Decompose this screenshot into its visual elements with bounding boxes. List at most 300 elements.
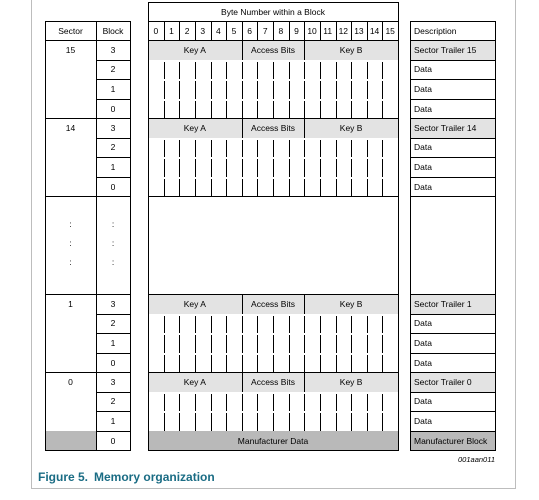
byte-number-label: 11 xyxy=(323,25,333,36)
byte-header-divider xyxy=(336,21,337,40)
byte-divider xyxy=(179,394,180,412)
byte-divider xyxy=(351,179,352,197)
byte-divider xyxy=(195,140,196,158)
byte-divider xyxy=(289,413,290,431)
trailer-segment-key-a: Key A xyxy=(183,44,206,55)
byte-number-label: 15 xyxy=(385,25,395,36)
byte-number-label: 10 xyxy=(307,25,317,36)
row-divider-block xyxy=(96,411,131,412)
byte-divider xyxy=(164,179,165,197)
figure-caption xyxy=(38,470,215,484)
byte-divider xyxy=(320,62,321,80)
trailer-segment-divider xyxy=(304,372,305,392)
row-divider-desc xyxy=(410,60,496,61)
byte-header-divider xyxy=(164,21,165,40)
byte-divider xyxy=(351,62,352,80)
byte-divider xyxy=(242,179,243,197)
byte-divider xyxy=(382,394,383,412)
byte-divider xyxy=(211,81,212,99)
byte-header-divider xyxy=(273,21,274,40)
byte-divider xyxy=(273,62,274,80)
byte-divider xyxy=(320,159,321,177)
ellipsis-block-dot: : xyxy=(111,257,115,267)
row-divider-desc xyxy=(410,411,496,412)
block-number: 2 xyxy=(110,318,116,329)
trailer-segment-access-bits: Access Bits xyxy=(251,44,295,55)
row-divider-block xyxy=(96,353,131,354)
byte-divider xyxy=(351,101,352,119)
byte-divider xyxy=(195,62,196,80)
trailer-segment-key-b: Key B xyxy=(339,298,363,309)
byte-divider xyxy=(367,62,368,80)
byte-divider xyxy=(242,81,243,99)
byte-number-label: 14 xyxy=(369,25,380,36)
byte-divider xyxy=(257,413,258,431)
byte-divider xyxy=(211,335,212,353)
block-number: 3 xyxy=(110,122,116,133)
trailer-segment-divider xyxy=(242,40,243,60)
byte-divider xyxy=(226,179,227,197)
byte-header-divider xyxy=(242,21,243,40)
trailer-segment-divider xyxy=(242,118,243,138)
block-description: Data xyxy=(414,64,432,75)
byte-number-label: 0 xyxy=(153,25,159,36)
byte-divider xyxy=(382,140,383,158)
block-number: 2 xyxy=(110,396,116,407)
row-divider-desc xyxy=(410,138,496,139)
sector-left-line xyxy=(45,21,46,450)
byte-divider xyxy=(382,316,383,334)
bytes-right-line xyxy=(398,40,399,450)
byte-header-divider xyxy=(351,21,352,40)
byte-divider xyxy=(273,394,274,412)
byte-divider xyxy=(336,179,337,197)
byte-divider xyxy=(242,355,243,373)
byte-divider xyxy=(164,413,165,431)
byte-divider xyxy=(164,159,165,177)
byte-number-label: 9 xyxy=(294,25,299,36)
byte-header-divider xyxy=(257,21,258,40)
row-divider-block xyxy=(96,99,131,100)
row-divider-desc xyxy=(410,431,496,432)
byte-divider xyxy=(273,101,274,119)
block-description: Data xyxy=(414,142,432,153)
sector-block-divider xyxy=(96,21,97,450)
table-bottom-line xyxy=(45,450,131,451)
block-description: Manufacturer Block xyxy=(414,435,488,446)
byte-header-divider xyxy=(289,21,290,40)
block-number: 1 xyxy=(110,415,116,426)
header-top-line xyxy=(45,21,131,22)
byte-divider xyxy=(289,62,290,80)
byte-divider xyxy=(257,81,258,99)
row-divider-desc xyxy=(410,333,496,334)
row-divider-block xyxy=(96,314,131,315)
byte-divider xyxy=(179,101,180,119)
header-top-line-desc xyxy=(410,21,496,22)
byte-number-label: 6 xyxy=(247,25,252,36)
byte-header-divider xyxy=(367,21,368,40)
byte-divider xyxy=(336,140,337,158)
byte-divider xyxy=(320,355,321,373)
byte-divider xyxy=(226,62,227,80)
block-number: 2 xyxy=(110,142,116,153)
byte-divider xyxy=(179,335,180,353)
byte-divider xyxy=(320,101,321,119)
byte-divider xyxy=(164,316,165,334)
row-divider-block xyxy=(96,79,131,80)
block-number: 0 xyxy=(110,435,116,446)
byte-divider xyxy=(179,140,180,158)
row-divider-block xyxy=(96,60,131,61)
byte-divider xyxy=(320,179,321,197)
table-bottom-line-bytes xyxy=(148,450,399,451)
ellipsis-block-dot: : xyxy=(111,219,115,229)
byte-divider xyxy=(336,413,337,431)
byte-divider xyxy=(257,335,258,353)
byte-divider xyxy=(242,335,243,353)
block-description: Data xyxy=(414,83,432,94)
byte-divider xyxy=(289,140,290,158)
byte-divider xyxy=(211,62,212,80)
bytes-left-line xyxy=(148,40,149,450)
block-description: Data xyxy=(414,396,432,407)
ellipsis-sector-dot: : xyxy=(69,238,72,248)
group-top-line-desc xyxy=(410,196,496,197)
sector-number: 15 xyxy=(65,44,76,55)
figure-caption-text: Memory organization xyxy=(94,470,215,484)
byte-divider xyxy=(273,316,274,334)
byte-divider xyxy=(195,413,196,431)
byte-divider xyxy=(351,413,352,431)
byte-divider xyxy=(226,413,227,431)
byte-divider xyxy=(289,355,290,373)
block-number: 1 xyxy=(110,83,116,94)
byte-divider xyxy=(336,62,337,80)
trailer-segment-key-a: Key A xyxy=(183,122,206,133)
byte-divider xyxy=(351,81,352,99)
byte-divider xyxy=(273,335,274,353)
byte-divider xyxy=(195,179,196,197)
trailer-segment-key-b: Key B xyxy=(339,44,363,55)
block-number: 3 xyxy=(110,298,116,309)
row-divider-desc xyxy=(410,99,496,100)
byte-number-title: Byte Number within a Block xyxy=(221,6,325,17)
byte-divider xyxy=(367,159,368,177)
byte-divider xyxy=(257,355,258,373)
byte-number-label: 8 xyxy=(278,25,284,36)
row-divider-desc xyxy=(410,314,496,315)
byte-divider xyxy=(257,62,258,80)
byte-divider xyxy=(382,335,383,353)
byte-divider xyxy=(367,335,368,353)
byte-title-top-line xyxy=(148,2,399,3)
figure-id-code: 001aan011 xyxy=(458,455,495,464)
byte-divider xyxy=(336,316,337,334)
byte-divider xyxy=(304,140,305,158)
byte-divider xyxy=(351,355,352,373)
byte-divider xyxy=(289,316,290,334)
byte-divider xyxy=(211,355,212,373)
block-number: 0 xyxy=(110,357,116,368)
byte-divider xyxy=(289,159,290,177)
ellipsis-sector-dot: : xyxy=(69,257,72,267)
trailer-segment-divider xyxy=(304,40,305,60)
byte-divider xyxy=(351,394,352,412)
byte-divider xyxy=(304,316,305,334)
block-description: Data xyxy=(414,415,432,426)
byte-divider xyxy=(289,335,290,353)
byte-divider xyxy=(289,101,290,119)
byte-header-divider xyxy=(211,21,212,40)
block-description: Sector Trailer 15 xyxy=(414,44,477,55)
block-number: 3 xyxy=(110,44,116,55)
table-bottom-line-desc xyxy=(410,450,496,451)
byte-divider xyxy=(351,159,352,177)
trailer-segment-access-bits: Access Bits xyxy=(251,376,295,387)
block-description: Data xyxy=(414,181,432,192)
trailer-segment-key-b: Key B xyxy=(339,122,363,133)
byte-divider xyxy=(367,316,368,334)
byte-divider xyxy=(320,140,321,158)
byte-divider xyxy=(226,335,227,353)
byte-divider xyxy=(195,101,196,119)
byte-header-divider xyxy=(320,21,321,40)
byte-divider xyxy=(242,159,243,177)
byte-divider xyxy=(351,140,352,158)
byte-divider xyxy=(179,159,180,177)
byte-divider xyxy=(164,140,165,158)
byte-divider xyxy=(257,101,258,119)
byte-number-label: 5 xyxy=(231,25,237,36)
byte-divider xyxy=(273,140,274,158)
byte-divider xyxy=(289,394,290,412)
byte-divider xyxy=(367,394,368,412)
row-divider-desc xyxy=(410,353,496,354)
byte-divider xyxy=(382,62,383,80)
trailer-segment-key-a: Key A xyxy=(183,298,206,309)
byte-divider xyxy=(179,316,180,334)
byte-header-divider xyxy=(179,21,180,40)
byte-divider xyxy=(211,101,212,119)
byte-divider xyxy=(226,101,227,119)
trailer-segment-access-bits: Access Bits xyxy=(251,122,295,133)
byte-divider xyxy=(242,140,243,158)
byte-divider xyxy=(382,81,383,99)
byte-divider xyxy=(273,413,274,431)
byte-header-divider xyxy=(226,21,227,40)
block-description: Data xyxy=(414,103,432,114)
byte-divider xyxy=(289,179,290,197)
byte-divider xyxy=(164,394,165,412)
byte-divider xyxy=(304,62,305,80)
trailer-segment-key-b: Key B xyxy=(339,376,363,387)
block-description: Data xyxy=(414,318,432,329)
byte-divider xyxy=(195,159,196,177)
block-description: Data xyxy=(414,161,432,172)
byte-divider xyxy=(336,159,337,177)
byte-divider xyxy=(257,316,258,334)
byte-divider xyxy=(336,355,337,373)
byte-divider xyxy=(195,316,196,334)
byte-divider xyxy=(382,159,383,177)
byte-divider xyxy=(195,81,196,99)
block-right-line xyxy=(130,21,131,450)
byte-divider xyxy=(367,413,368,431)
byte-divider xyxy=(226,159,227,177)
block-description: Sector Trailer 0 xyxy=(414,376,472,387)
byte-divider xyxy=(304,101,305,119)
sector-number: 0 xyxy=(68,376,73,387)
manufacturer-data-segment: Manufacturer Data xyxy=(237,435,309,446)
byte-number-label: 3 xyxy=(200,25,206,36)
sector-number: 14 xyxy=(65,122,76,133)
block-number: 2 xyxy=(110,64,116,75)
trailer-segment-access-bits: Access Bits xyxy=(251,298,295,309)
trailer-segment-divider xyxy=(304,118,305,138)
byte-divider xyxy=(242,316,243,334)
byte-divider xyxy=(226,140,227,158)
byte-divider xyxy=(320,335,321,353)
byte-divider xyxy=(336,101,337,119)
byte-divider xyxy=(304,159,305,177)
byte-divider xyxy=(164,355,165,373)
byte-number-label: 12 xyxy=(338,25,349,36)
byte-number-label: 2 xyxy=(184,25,190,36)
byte-divider xyxy=(382,413,383,431)
byte-divider xyxy=(257,394,258,412)
byte-divider xyxy=(367,81,368,99)
byte-divider xyxy=(211,140,212,158)
byte-divider xyxy=(195,355,196,373)
byte-divider xyxy=(164,62,165,80)
trailer-segment-divider xyxy=(242,372,243,392)
byte-divider xyxy=(257,159,258,177)
byte-divider xyxy=(273,179,274,197)
byte-divider xyxy=(226,355,227,373)
byte-divider xyxy=(304,335,305,353)
byte-divider xyxy=(242,101,243,119)
byte-divider xyxy=(336,81,337,99)
byte-divider xyxy=(351,316,352,334)
manufacturer-sector-shade xyxy=(45,431,96,451)
byte-divider xyxy=(336,335,337,353)
byte-divider xyxy=(242,62,243,80)
byte-header-divider xyxy=(304,21,305,40)
desc-left-line xyxy=(410,21,411,450)
byte-divider xyxy=(242,394,243,412)
byte-divider xyxy=(367,140,368,158)
row-divider-desc xyxy=(410,177,496,178)
byte-divider xyxy=(211,394,212,412)
byte-divider xyxy=(211,159,212,177)
byte-divider xyxy=(273,81,274,99)
byte-divider xyxy=(320,394,321,412)
byte-divider xyxy=(179,62,180,80)
byte-divider xyxy=(226,81,227,99)
block-description: Sector Trailer 14 xyxy=(414,122,477,133)
block-description: Data xyxy=(414,357,432,368)
byte-number-label: 13 xyxy=(354,25,364,36)
byte-divider xyxy=(382,355,383,373)
byte-number-label: 7 xyxy=(262,25,268,36)
header-description: Description xyxy=(414,25,457,36)
byte-divider xyxy=(336,394,337,412)
row-divider-block xyxy=(96,333,131,334)
byte-divider xyxy=(257,179,258,197)
byte-divider xyxy=(351,335,352,353)
block-number: 1 xyxy=(110,337,116,348)
byte-divider xyxy=(179,179,180,197)
row-divider-block xyxy=(96,177,131,178)
byte-divider xyxy=(179,413,180,431)
row-divider-desc xyxy=(410,392,496,393)
ellipsis-block-dot: : xyxy=(111,238,115,248)
byte-divider xyxy=(179,355,180,373)
desc-right-line xyxy=(495,21,496,450)
row-divider-block xyxy=(96,392,131,393)
byte-divider xyxy=(195,394,196,412)
byte-divider xyxy=(367,355,368,373)
byte-divider xyxy=(195,335,196,353)
byte-divider xyxy=(242,413,243,431)
byte-header-divider xyxy=(195,21,196,40)
byte-divider xyxy=(164,101,165,119)
group-top-line-bytes xyxy=(148,196,399,197)
byte-divider xyxy=(304,413,305,431)
row-divider-block xyxy=(96,431,131,432)
byte-divider xyxy=(164,335,165,353)
byte-divider xyxy=(320,413,321,431)
byte-divider xyxy=(320,316,321,334)
sector-number: 1 xyxy=(68,298,73,309)
byte-divider xyxy=(304,179,305,197)
byte-divider xyxy=(179,81,180,99)
row-divider-desc xyxy=(410,79,496,80)
trailer-segment-divider xyxy=(242,294,243,314)
byte-divider xyxy=(273,355,274,373)
byte-number-label: 4 xyxy=(215,25,221,36)
byte-divider xyxy=(289,81,290,99)
header-sector: Sector xyxy=(58,25,83,36)
byte-divider xyxy=(367,101,368,119)
block-number: 3 xyxy=(110,376,116,387)
byte-divider xyxy=(226,394,227,412)
byte-divider xyxy=(211,316,212,334)
byte-number-label: 1 xyxy=(169,25,174,36)
byte-divider xyxy=(211,179,212,197)
byte-divider xyxy=(164,81,165,99)
row-divider-block xyxy=(96,157,131,158)
byte-header-divider xyxy=(382,21,383,40)
row-divider-desc xyxy=(410,157,496,158)
byte-divider xyxy=(211,413,212,431)
header-block: Block xyxy=(102,25,124,36)
block-number: 0 xyxy=(110,103,116,114)
block-number: 1 xyxy=(110,161,116,172)
row-divider-block xyxy=(96,138,131,139)
byte-divider xyxy=(382,101,383,119)
byte-divider xyxy=(320,81,321,99)
byte-divider xyxy=(304,394,305,412)
trailer-segment-key-a: Key A xyxy=(183,376,206,387)
byte-divider xyxy=(367,179,368,197)
figure-number: Figure 5. xyxy=(38,470,89,484)
trailer-segment-divider xyxy=(304,294,305,314)
byte-divider xyxy=(226,316,227,334)
block-description: Sector Trailer 1 xyxy=(414,298,472,309)
group-top-line xyxy=(45,196,131,197)
